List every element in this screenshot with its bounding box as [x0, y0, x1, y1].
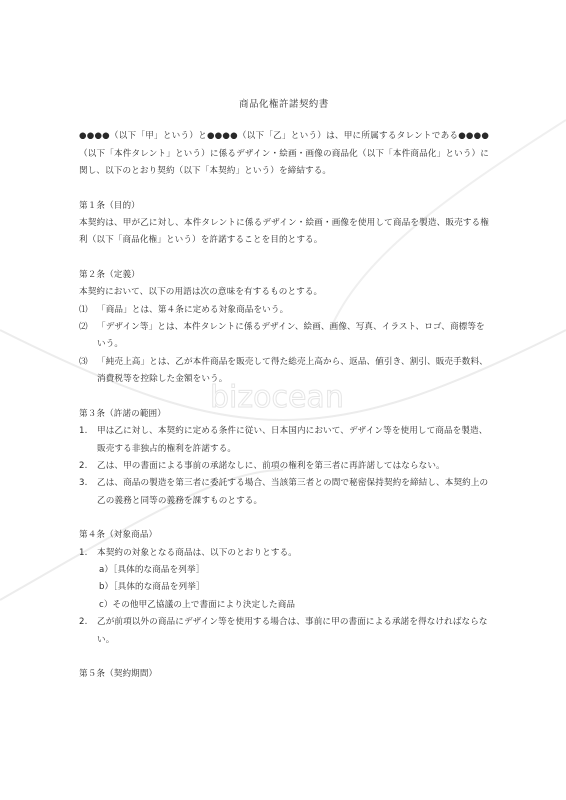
document-page [79, 96, 489, 683]
list-item [79, 458, 489, 475]
item-number: 2. [79, 460, 88, 471]
list-item [79, 545, 489, 562]
list-item [79, 614, 489, 649]
list-item [79, 423, 489, 458]
document-title: 商品化権許諾契約書 [239, 99, 329, 110]
article-5-heading: 第５条（契約期間） [79, 668, 158, 679]
item-text: 甲は乙に対し、本契約に定める条件に従い、日本国内において、デザイン等を使用して商品を製造、販売する非独占的権利を許諾する。 [97, 426, 488, 454]
list-item [79, 475, 489, 510]
article-3-heading: 第３条（許諾の範囲） [79, 408, 166, 419]
item-number: 2. [79, 617, 88, 628]
article-4-heading: 第４条（対象商品） [79, 530, 158, 541]
item-number: ⑴ [79, 304, 88, 315]
preamble: ●●●●（以下「甲」という）と●●●●（以下「乙」という）は、甲に所属するタレントである●●●●（以下「本件タレント」という）に係るデザイン・絵画・画像の商品化（以下「本件商品化」という）に関し、以下のとおり契約（以下「本契約」という）を締結する。 [79, 131, 489, 177]
sub-item: a）［具体的な商品を列挙］ [99, 564, 205, 575]
article-1-heading: 第１条（目的） [79, 200, 140, 211]
sub-item: b）［具体的な商品を列挙］ [99, 582, 205, 593]
item-number: 1. [79, 547, 88, 558]
list-item [79, 354, 489, 389]
item-text: 乙が前項以外の商品にデザイン等を使用する場合は、事前に甲の書面による承諾を得なければならない。 [97, 617, 488, 645]
article-1-text: 本契約は、甲が乙に対し、本件タレントに係るデザイン・絵画・画像を使用して商品を製造、販売する権利（以下「商品化権」という）を許諾することを目的とする。 [79, 218, 489, 246]
article-2-heading: 第２条（定義） [79, 269, 140, 280]
item-text: 「商品」とは、第４条に定める対象商品をいう。 [97, 304, 289, 315]
item-text: 乙は、甲の書面による事前の承諾なしに、前項の権利を第三者に再許諾してはならない。 [97, 460, 445, 471]
item-number: ⑵ [79, 322, 88, 333]
item-text: 「デザイン等」とは、本件タレントに係るデザイン、絵画、画像、写真、イラスト、ロゴ、商標等をいう。 [97, 322, 485, 350]
item-number: 1. [79, 426, 88, 437]
item-text: 「純売上高」とは、乙が本件商品を販売して得た総売上高から、返品、値引き、割引、販売手数料、消費税等を控除した金額をいう。 [97, 356, 488, 385]
item-text: 本契約の対象となる商品は、以下のとおりとする。 [97, 547, 297, 558]
sub-item: c）その他甲乙協議の上で書面により決定した商品 [99, 599, 296, 610]
item-text: 乙は、商品の製造を第三者に委託する場合、当該第三者との間で秘密保持契約を締結し、本契約上の乙の義務と同等の義務を課すものとする。 [97, 478, 489, 506]
item-number: 3. [79, 478, 88, 489]
list-item [79, 302, 489, 319]
item-number: ⑶ [79, 356, 88, 367]
watermark-text: bizocean [210, 380, 344, 415]
article-2-text: 本契約において、以下の用語は次の意味を有するものとする。 [79, 287, 323, 298]
list-item [79, 319, 489, 354]
